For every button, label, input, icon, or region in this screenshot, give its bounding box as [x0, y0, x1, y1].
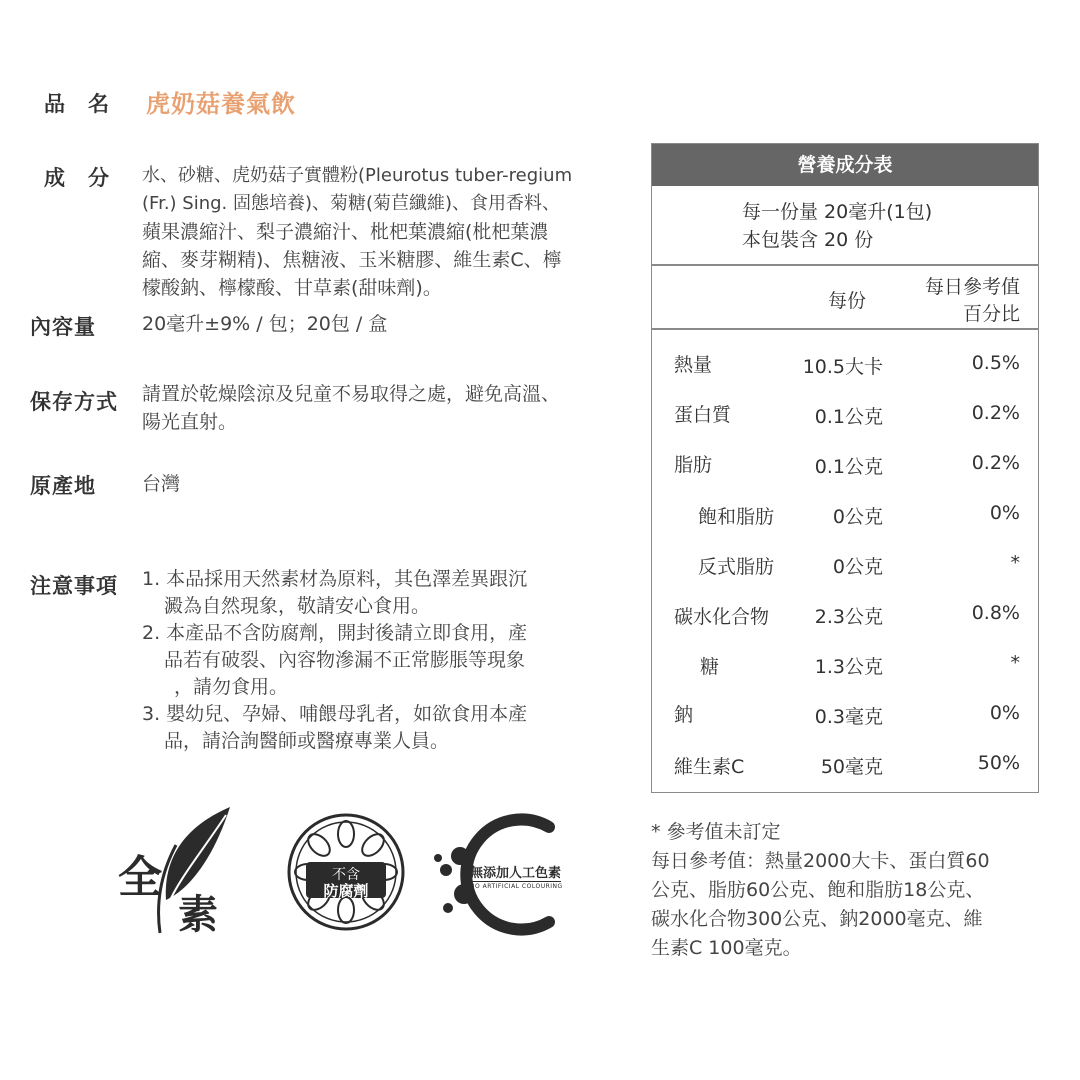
col-per-serving: 每份 [828, 290, 867, 312]
nutrient-amount: 50毫克 [820, 756, 883, 778]
storage-line: 陽光直射。 [142, 411, 238, 433]
vegan-char-1: 全 [118, 852, 162, 903]
nutrient-name: 鈉 [674, 704, 694, 726]
serving-info [742, 198, 932, 254]
storage-text [142, 380, 560, 436]
no-color-badge [424, 812, 594, 937]
nutrient-name: 碳水化合物 [674, 606, 770, 628]
nutrient-percent: 0.8% [971, 602, 1020, 624]
note-line: 品若有破裂、內容物滲漏不正常膨脹等現象 [164, 649, 526, 671]
nutrient-amount: 0.3毫克 [814, 706, 883, 728]
servings-per-pack: 本包裝含 20 份 [742, 229, 874, 251]
note-line: 2. 本產品不含防腐劑，開封後請立即食用，產 [142, 622, 528, 644]
footnote-line: 每日參考值：熱量2000大卡、蛋白質60 [651, 850, 990, 872]
ingredients-text [142, 162, 572, 302]
nutrient-name: 飽和脂肪 [698, 506, 775, 528]
nutrient-amount: 0.1公克 [814, 456, 883, 478]
footnote [651, 818, 990, 963]
nutrient-percent: 50% [977, 752, 1020, 774]
nutrition-table [651, 143, 1039, 793]
nutrient-name: 熱量 [674, 354, 713, 376]
origin-text: 台灣 [142, 473, 181, 495]
nutrient-name: 脂肪 [674, 454, 713, 476]
origin-value [142, 470, 180, 498]
nutrition-title: 營養成分表 [652, 144, 1038, 186]
ingredients-line: 檬酸鈉、檸檬酸、甘草素(甜味劑)。 [142, 277, 442, 299]
note-line: 品，請洽詢醫師或醫療專業人員。 [164, 730, 450, 752]
storage-label: 保存方式 [30, 390, 118, 414]
no-preservative-line-2: 防腐劑 [323, 882, 369, 900]
nutrient-percent: 0% [989, 502, 1020, 524]
nutrient-amount: 1.3公克 [814, 656, 883, 678]
nutrient-percent: 0.2% [971, 452, 1020, 474]
nutrient-name: 糖 [700, 656, 720, 678]
nutrient-amount: 0.1公克 [814, 406, 883, 428]
no-color-title: 無添加人工色素 [470, 862, 561, 882]
note-line: 1. 本品採用天然素材為原料，其色澤差異跟沉 [142, 568, 528, 590]
table-divider [652, 328, 1038, 330]
note-line: 3. 嬰幼兒、孕婦、哺餵母乳者，如欲食用本產 [142, 703, 528, 725]
ingredients-line: 縮、麥芽糊精)、焦糖液、玉米糖膠、維生素C、檸 [142, 249, 562, 271]
nutrient-percent: 0.5% [971, 352, 1020, 374]
nutrient-amount: 2.3公克 [814, 606, 883, 628]
ingredients-line: 水、砂糖、虎奶菇子實體粉(Pleurotus tuber-regium [142, 165, 573, 186]
serving-size: 每一份量 20毫升(1包) [742, 201, 933, 223]
product-label: 品 名 [44, 92, 110, 116]
nutrient-name: 蛋白質 [674, 404, 732, 426]
footnote-line: * 參考值未訂定 [651, 821, 781, 843]
note-line: ，請勿食用。 [174, 676, 289, 698]
content-value [142, 310, 387, 338]
no-preservative-badge [286, 812, 406, 932]
content-text: 20毫升±9% / 包；20包 / 盒 [142, 313, 388, 335]
footnote-line: 生素C 100毫克。 [651, 937, 802, 959]
col-daily-value [925, 272, 1020, 326]
content-label: 內容量 [30, 315, 96, 339]
vegan-badge [118, 805, 243, 938]
nutrient-amount: 0公克 [832, 556, 883, 578]
note-line: 澱為自然現象，敬請安心食用。 [164, 595, 431, 617]
col-daily-line: 每日參考值 [924, 276, 1020, 298]
footnote-line: 碳水化合物300公克、鈉2000毫克、維 [651, 908, 983, 930]
nutrient-amount: 10.5大卡 [802, 356, 883, 378]
nutrient-percent: * [1010, 652, 1020, 674]
notes-label: 注意事項 [30, 574, 118, 598]
nutrient-percent: 0.2% [971, 402, 1020, 424]
origin-label: 原產地 [30, 474, 96, 498]
notes-list [142, 566, 527, 755]
ingredients-line: (Fr.) Sing. 固態培養)、菊糖(菊苣纖維)、食用香料、 [142, 193, 561, 214]
table-divider [652, 264, 1038, 266]
no-preservative-line-1: 不含 [332, 867, 360, 883]
nutrient-amount: 0公克 [832, 506, 883, 528]
nutrient-name: 維生素C [674, 756, 745, 778]
nutrient-name: 反式脂肪 [698, 556, 775, 578]
col-daily-line: 百分比 [962, 303, 1020, 325]
ingredients-line: 蘋果濃縮汁、梨子濃縮汁、枇杷葉濃縮(枇杷葉濃 [142, 221, 549, 243]
vegan-char-2: 素 [178, 892, 218, 938]
storage-line: 請置於乾燥陰涼及兒童不易取得之處，避免高溫、 [142, 383, 561, 405]
product-name: 虎奶菇養氣飲 [146, 90, 296, 118]
ingredients-label: 成 分 [44, 166, 110, 190]
footnote-line: 公克、脂肪60公克、飽和脂肪18公克、 [651, 879, 985, 901]
no-color-subtitle: NO ARTIFICIAL COLOURING [470, 883, 563, 890]
nutrient-percent: 0% [989, 702, 1020, 724]
nutrient-percent: * [1010, 552, 1020, 574]
